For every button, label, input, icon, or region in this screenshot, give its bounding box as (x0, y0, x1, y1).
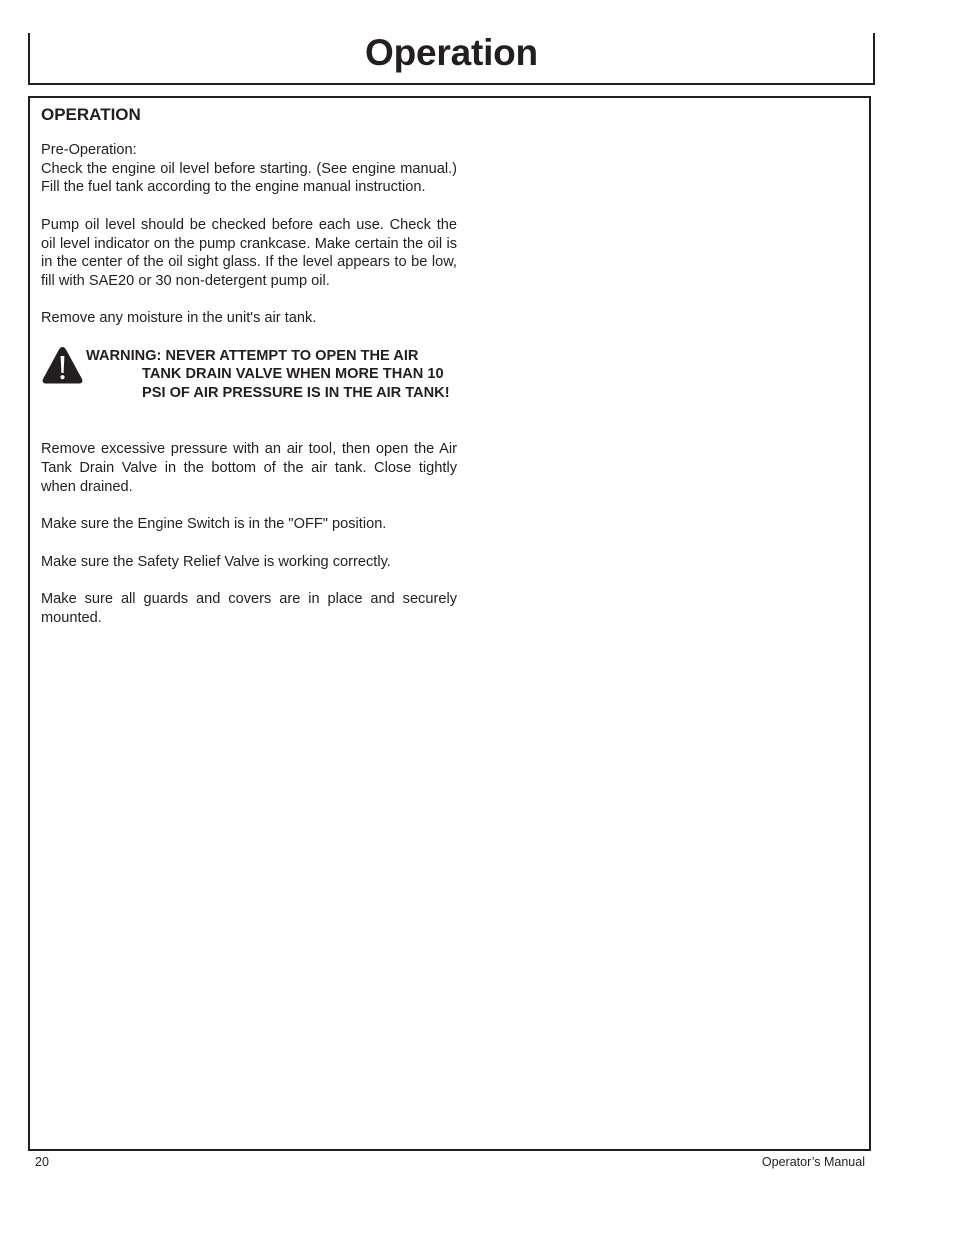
paragraph-remove-moisture: Remove any moisture in the unit's air tank. (41, 310, 317, 327)
page-header (28, 33, 875, 85)
paragraph-engine-switch: Make sure the Engine Switch is in the "OFF" position. (41, 516, 387, 533)
footer-manual-label: Operator’s Manual (761, 1155, 865, 1169)
paragraph-drain-valve: Remove excessive pressure with an air tool, then open the Air Tank Drain Valve in the bottom of the air tank. Close tightly when drained. (41, 441, 457, 495)
pre-operation-label: Pre-Operation: (41, 142, 137, 158)
warning-triangle-icon (41, 345, 84, 385)
warning-text: WARNING: NEVER ATTEMPT TO OPEN THE AIR TANK DRAIN VALVE WHEN MORE THAN 10 PSI OF AIR PRESSURE IS IN THE AIR TANK! (86, 347, 450, 402)
page-title: Operation (365, 32, 538, 73)
section-heading: OPERATION (41, 105, 141, 124)
content-panel (28, 96, 871, 1151)
paragraph-relief-valve: Make sure the Safety Relief Valve is working correctly. (41, 553, 391, 570)
warning-block (41, 347, 457, 422)
paragraph-guards-covers: Make sure all guards and covers are in place and securely mounted. (41, 590, 457, 626)
pre-operation-block (41, 141, 457, 197)
left-column (41, 104, 457, 646)
page-number: 20 (35, 1155, 49, 1169)
paragraph-engine-oil: Check the engine oil level before starting. (See engine manual.) Fill the fuel tank according to the engine manual instruction. (41, 160, 457, 196)
paragraph-pump-oil: Pump oil level should be checked before each use. Check the oil level indicator on the pump crankcase. Make certain the oil is in the center of the oil sight glass. If the level appears to be low, fill with SAE20 or 30 non-detergent pump oil. (41, 216, 457, 289)
